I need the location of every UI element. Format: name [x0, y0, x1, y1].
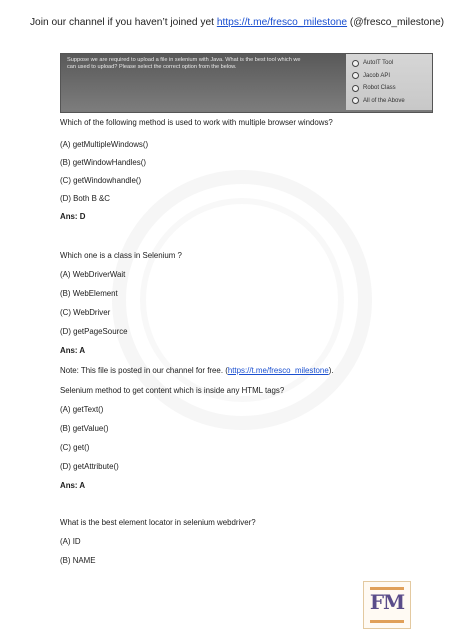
- quiz-option[interactable]: [346, 82, 432, 95]
- question-4: What is the best element locator in selenium webdriver?: [60, 518, 256, 527]
- quiz-options: [346, 54, 432, 110]
- q2-option-c: (C) WebDriver: [60, 308, 111, 317]
- quiz-screenshot: [60, 53, 433, 113]
- q1-option-d: (D) Both B &C: [60, 194, 110, 203]
- radio-icon[interactable]: [352, 97, 359, 104]
- note-line: [60, 366, 334, 375]
- q3-answer: Ans: A: [60, 481, 86, 490]
- q2-option-d: (D) getPageSource: [60, 327, 128, 336]
- q2-answer: Ans: A: [60, 346, 86, 355]
- quiz-option[interactable]: [346, 95, 432, 108]
- logo-text: FM: [369, 590, 405, 614]
- question-3: Selenium method to get content which is inside any HTML tags?: [60, 386, 285, 395]
- quiz-option-label: AutoIT Tool: [363, 60, 394, 67]
- q3-option-a: (A) getText(): [60, 405, 104, 414]
- note-suffix: ).: [328, 366, 334, 375]
- note-prefix: Note: This file is posted in our channel for free. (: [60, 366, 228, 375]
- q3-option-b: (B) getValue(): [60, 424, 109, 433]
- header-suffix: (@fresco_milestone): [347, 17, 445, 28]
- quiz-option[interactable]: [346, 57, 432, 70]
- channel-header: [0, 17, 474, 28]
- q1-option-c: (C) getWindowhandle(): [60, 176, 142, 185]
- quiz-question: [61, 54, 346, 110]
- q3-option-c: (C) get(): [60, 443, 90, 452]
- logo-bar-bottom: [370, 620, 404, 623]
- q2-option-b: (B) WebElement: [60, 289, 118, 298]
- note-channel-link[interactable]: https://t.me/fresco_milestone: [227, 366, 329, 375]
- radio-icon[interactable]: [352, 85, 359, 92]
- q1-option-b: (B) getWindowHandles(): [60, 158, 146, 167]
- question-2: Which one is a class in Selenium ?: [60, 251, 182, 260]
- q1-answer: Ans: D: [60, 212, 86, 221]
- quiz-option-label: Jacob API: [363, 72, 391, 79]
- q4-option-a: (A) ID: [60, 537, 81, 546]
- q1-option-a: (A) getMultipleWindows(): [60, 140, 149, 149]
- question-1: Which of the following method is used to work with multiple browser windows?: [60, 118, 333, 127]
- quiz-question-line2: can used to upload? Please select the correct option from the below.: [67, 64, 237, 70]
- channel-link[interactable]: https://t.me/fresco_milestone: [216, 17, 348, 28]
- radio-icon[interactable]: [352, 60, 359, 67]
- fm-logo: [363, 581, 411, 629]
- quiz-option-label: Robot Class: [363, 85, 396, 92]
- radio-icon[interactable]: [352, 72, 359, 79]
- quiz-option[interactable]: [346, 70, 432, 83]
- q3-option-d: (D) getAttribute(): [60, 462, 119, 471]
- header-prefix: Join our channel if you haven’t joined yet: [29, 17, 217, 28]
- quiz-option-label: All of the Above: [363, 97, 405, 104]
- quiz-question-line1: Suppose we are required to upload a file in selenium with Java. What is the best tool which we: [67, 57, 301, 63]
- q2-option-a: (A) WebDriverWait: [60, 270, 126, 279]
- q4-option-b: (B) NAME: [60, 556, 96, 565]
